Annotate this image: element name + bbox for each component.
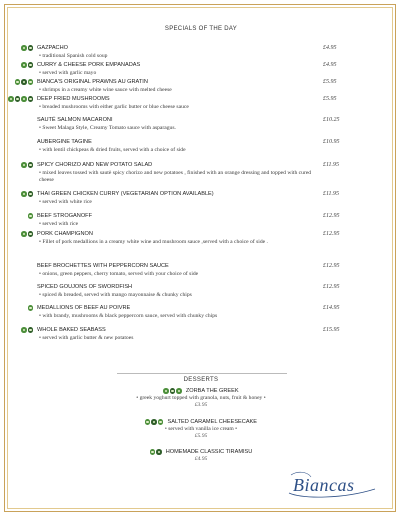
menu-item-price: £5.95	[323, 96, 337, 102]
menu-item-description: • breaded mushrooms with either garlic butter or blue cheese sauce	[39, 103, 189, 110]
dietary-icon	[21, 79, 27, 85]
dietary-icon	[156, 449, 162, 455]
menu-item-description: • with lentil chickpeas & dried fruits, served with a choice of side	[39, 146, 186, 153]
menu-item-price: £12.95	[323, 284, 340, 290]
dietary-badges	[5, 191, 33, 197]
dietary-icon	[15, 96, 21, 102]
logo-wordmark: Biancas	[293, 475, 355, 495]
dietary-icon	[28, 213, 34, 219]
menu-item-description: • spiced & breaded, served with mango mayonnaise & chunky chips	[39, 291, 192, 298]
menu-item-name: BIANCA'S ORIGINAL PRAWNS AU GRATIN	[37, 79, 148, 85]
dietary-icon	[28, 327, 34, 333]
menu-item-name: GAZPACHO	[37, 45, 68, 51]
menu-item-price: £12.95	[323, 213, 340, 219]
dietary-icon	[8, 96, 14, 102]
menu-item-price: £10.95	[323, 139, 340, 145]
dietary-icon	[28, 191, 34, 197]
menu-item-price: £15.95	[323, 327, 340, 333]
dietary-badges	[5, 45, 33, 51]
dietary-icon	[28, 62, 34, 68]
menu-item-price: £11.95	[323, 191, 340, 197]
dessert-price: £5.95	[194, 433, 208, 439]
menu-item-description: • served with rice	[39, 220, 79, 227]
dietary-badges	[145, 419, 164, 425]
specials-title: SPECIALS OF THE DAY	[164, 26, 238, 32]
menu-item-description: • Fillet of pork medallions in a creamy white wine and mushroom sauce ,served with a choice of side .	[39, 238, 268, 245]
menu-item-description: • traditional Spanish cold soup	[39, 52, 108, 59]
menu-item-name: SPICY CHORIZO AND NEW POTATO SALAD	[37, 162, 153, 168]
dietary-icon	[28, 45, 34, 51]
dessert-name: ZORBA THE GREEK	[185, 388, 239, 394]
dessert-item	[5, 419, 397, 439]
menu-item-description: • with brandy, mushrooms & black peppercorn sauce, served with chunky chips	[39, 312, 218, 319]
dietary-badges	[5, 79, 33, 85]
dietary-badges	[150, 449, 162, 455]
dietary-icon	[21, 162, 27, 168]
dessert-name: SALTED CARAMEL CHEESECAKE	[167, 419, 258, 425]
dietary-icon	[21, 327, 27, 333]
dessert-item	[5, 388, 397, 408]
dietary-icon	[28, 96, 34, 102]
menu-item-name: SPICED GOUJONS OF SWORDFISH	[37, 284, 133, 290]
menu-item-name: AUBERGINE TAGINE	[37, 139, 92, 145]
dietary-icon	[21, 231, 27, 237]
dessert-name: HOMEMADE CLASSIC TIRAMISU	[165, 449, 253, 455]
menu-item-name: BEEF STROGANOFF	[37, 213, 93, 219]
menu-item-price: £12.95	[323, 231, 340, 237]
menu-item-name: THAI GREEN CHICKEN CURRY (VEGETARIAN OPTION AVAILABLE)	[37, 191, 214, 197]
dietary-icon	[21, 62, 27, 68]
dessert-description: • greek yoghurt topped with granola, nuts, fruit & honey •	[136, 395, 266, 401]
dietary-badges	[5, 305, 33, 311]
dietary-icon	[21, 45, 27, 51]
menu-item-price: £10.25	[323, 117, 340, 123]
menu-item-description: • served with white rice	[39, 198, 92, 205]
menu-item-description: • served with garlic mayo	[39, 69, 97, 76]
dietary-icon	[28, 162, 34, 168]
menu-item-price: £11.95	[323, 162, 340, 168]
dietary-icon	[21, 96, 27, 102]
dietary-badges	[163, 388, 182, 394]
dessert-item	[5, 449, 397, 462]
desserts-divider	[117, 373, 287, 374]
menu-item-description: • onions, green peppers, cherry tomato, served with your choice of side	[39, 270, 199, 277]
dessert-description: • served with vanilla ice cream •	[164, 426, 238, 432]
dietary-icon	[158, 419, 164, 425]
menu-item-price: £12.95	[323, 263, 340, 269]
menu-item-name: SAUTÉ SALMON MACARONI	[37, 117, 113, 123]
dietary-icon	[145, 419, 151, 425]
menu-page	[4, 4, 396, 512]
dietary-icon	[28, 79, 34, 85]
menu-item-name: PORK CHAMPIGNON	[37, 231, 93, 237]
dietary-icon	[21, 191, 27, 197]
dietary-icon	[151, 419, 157, 425]
menu-item-price: £5.95	[323, 79, 337, 85]
dessert-price: £3.95	[194, 402, 208, 408]
dietary-badges	[5, 162, 33, 168]
dietary-badges	[5, 62, 33, 68]
menu-item-description: • served with garlic butter & new potatoes	[39, 334, 134, 341]
menu-item-price: £4.95	[323, 62, 337, 68]
menu-item-description: • Sweet Malaga Style, Creamy Tomato sauce with asparagus.	[39, 124, 176, 131]
menu-item-description: • mixed leaves tossed with sautè spicy chorizo and new potatoes , finished with an orange dressing and topped with cured cheese	[39, 169, 312, 183]
dessert-price: £4.95	[194, 456, 208, 462]
dietary-icon	[170, 388, 176, 394]
dietary-badges	[5, 231, 33, 237]
dietary-badges	[5, 96, 33, 102]
desserts-title: DESSERTS	[183, 377, 219, 383]
menu-item-name: BEEF BROCHETTES WITH PEPPERCORN SAUCE	[37, 263, 169, 269]
dietary-icon	[176, 388, 182, 394]
dietary-icon	[163, 388, 169, 394]
dietary-icon	[28, 305, 34, 311]
menu-item-name: WHOLE BAKED SEABASS	[37, 327, 106, 333]
dietary-icon	[15, 79, 21, 85]
dietary-badges	[5, 213, 33, 219]
menu-item-name: DEEP FRIED MUSHROOMS	[37, 96, 110, 102]
dietary-badges	[5, 327, 33, 333]
menu-item-price: £14.95	[323, 305, 340, 311]
dietary-icon	[28, 231, 34, 237]
menu-item-name: MEDALLIONS OF BEEF AU POIVRE	[37, 305, 131, 311]
menu-item-price: £4.95	[323, 45, 337, 51]
biancas-logo	[283, 469, 379, 503]
dietary-icon	[150, 449, 156, 455]
menu-item-name: CURRY & CHEESE PORK EMPANADAS	[37, 62, 141, 68]
menu-item-description: • shrimps in a creamy white wine sauce with melted cheese	[39, 86, 172, 93]
